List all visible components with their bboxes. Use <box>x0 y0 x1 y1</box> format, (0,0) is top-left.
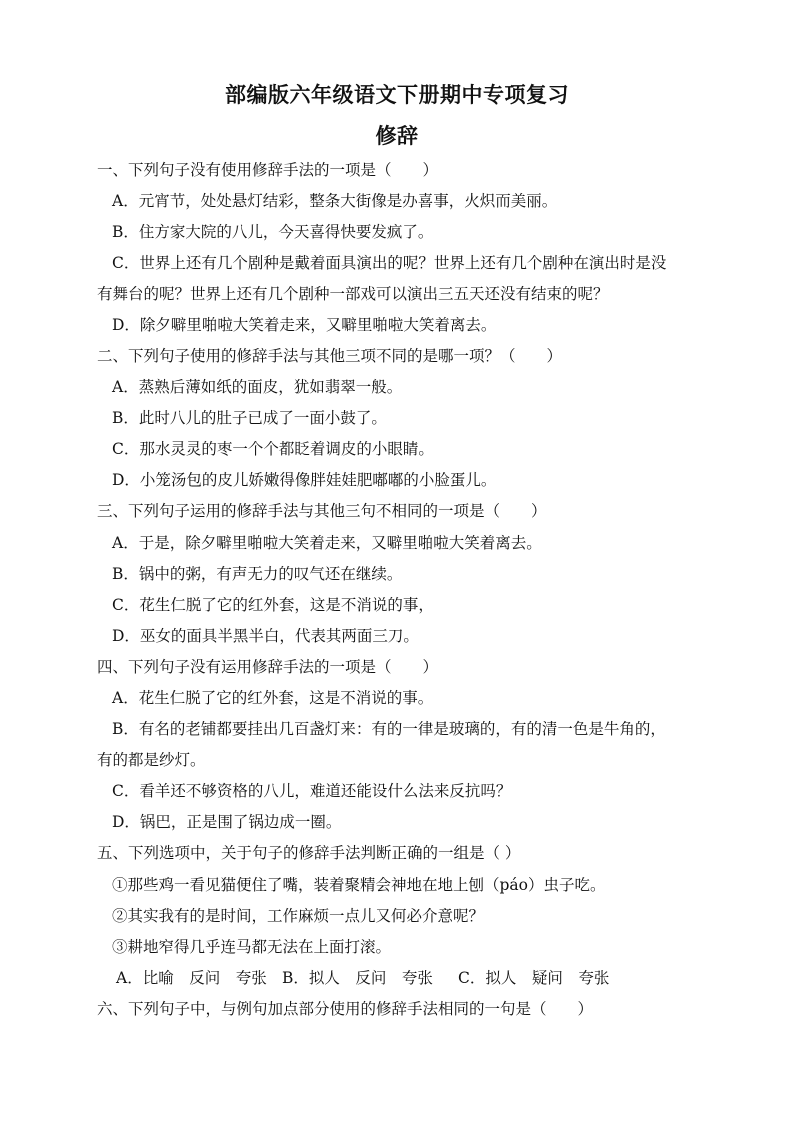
question-2-option-a: A．蒸熟后薄如纸的面皮，犹如翡翠一般。 <box>112 378 403 396</box>
question-2-option-b: B．此时八儿的肚子已成了一面小鼓了。 <box>112 409 387 427</box>
question-1-option-a: A．元宵节，处处悬灯结彩，整条大街像是办喜事，火炽而美丽。 <box>112 192 558 210</box>
question-4-option-b: B．有名的老铺都要挂出几百盏灯来：有的一律是玻璃的，有的清一色是牛角的， <box>112 720 666 738</box>
question-5-sentence-1: ①那些鸡一看见猫便住了嘴，装着聚精会神地在地上刨（páo）虫子吃。 <box>112 876 606 894</box>
question-3-stem: 三、下列句子运用的修辞手法与其他三句不相同的一项是（ ） <box>97 502 547 520</box>
question-4-option-c: C．看羊还不够资格的八儿，难道还能设什么法来反抗吗？ <box>112 782 512 800</box>
question-3-option-a: A．于是，除夕噼里啪啦大笑着走来，又噼里啪啦大笑着离去。 <box>112 534 542 552</box>
question-1-stem: 一、下列句子没有使用修辞手法的一项是（ ） <box>97 161 439 179</box>
question-2-stem: 二、下列句子使用的修辞手法与其他三项不同的是哪一项？（ ） <box>97 347 563 365</box>
question-5-choices <box>116 968 716 988</box>
question-1-option-d: D．除夕噼里啪啦大笑着走来，又噼里啪啦大笑着离去。 <box>112 316 497 334</box>
question-3-option-d: D．巫女的面具半黑半白，代表其两面三刀。 <box>112 627 419 645</box>
question-3-option-c: C．花生仁脱了它的红外套，这是不消说的事， <box>112 596 434 614</box>
document-subtitle: 修辞 <box>375 123 419 148</box>
question-2-option-c: C．那水灵灵的枣一个个都眨着调皮的小眼睛。 <box>112 440 434 458</box>
question-3-option-b: B．锅中的粥，有声无力的叹气还在继续。 <box>112 565 403 583</box>
question-4-stem: 四、下列句子没有运用修辞手法的一项是（ ） <box>97 658 439 676</box>
document-title: 部编版六年级语文下册期中专项复习 <box>225 82 569 107</box>
question-5-stem: 五、下列选项中，关于句子的修辞手法判断正确的一组是（ ） <box>97 844 521 862</box>
question-6-stem: 六、下列句子中，与例句加点部分使用的修辞手法相同的一句是（ ） <box>97 1000 594 1018</box>
question-5-choice-c: C．拟人 疑问 夸张 <box>458 969 610 987</box>
question-1-option-c: C．世界上还有几个剧种是戴着面具演出的呢？世界上还有几个剧种在演出时是没 <box>112 254 667 272</box>
question-5-sentence-2: ②其实我有的是时间，工作麻烦一点儿又何必介意呢？ <box>112 907 485 925</box>
question-5-choice-a: A．比喻 反问 夸张 <box>116 969 267 987</box>
question-2-option-d: D．小笼汤包的皮儿娇嫩得像胖娃娃肥嘟嘟的小脸蛋儿。 <box>112 471 497 489</box>
question-1-option-c-continued: 有舞台的呢？世界上还有几个剧种一部戏可以演出三五天还没有结束的呢？ <box>97 285 609 303</box>
question-4-option-b-continued: 有的都是纱灯。 <box>97 751 206 769</box>
question-5-choice-b: B．拟人 反问 夸张 <box>282 969 433 987</box>
question-1-option-b: B．住方家大院的八儿，今天喜得快要发疯了。 <box>112 223 434 241</box>
question-4-option-a: A．花生仁脱了它的红外套，这是不消说的事。 <box>112 689 434 707</box>
question-4-option-d: D．锅巴，正是围了锅边成一圈。 <box>112 813 342 831</box>
question-5-sentence-3: ③耕地窄得几乎连马都无法在上面打滚。 <box>112 938 392 956</box>
